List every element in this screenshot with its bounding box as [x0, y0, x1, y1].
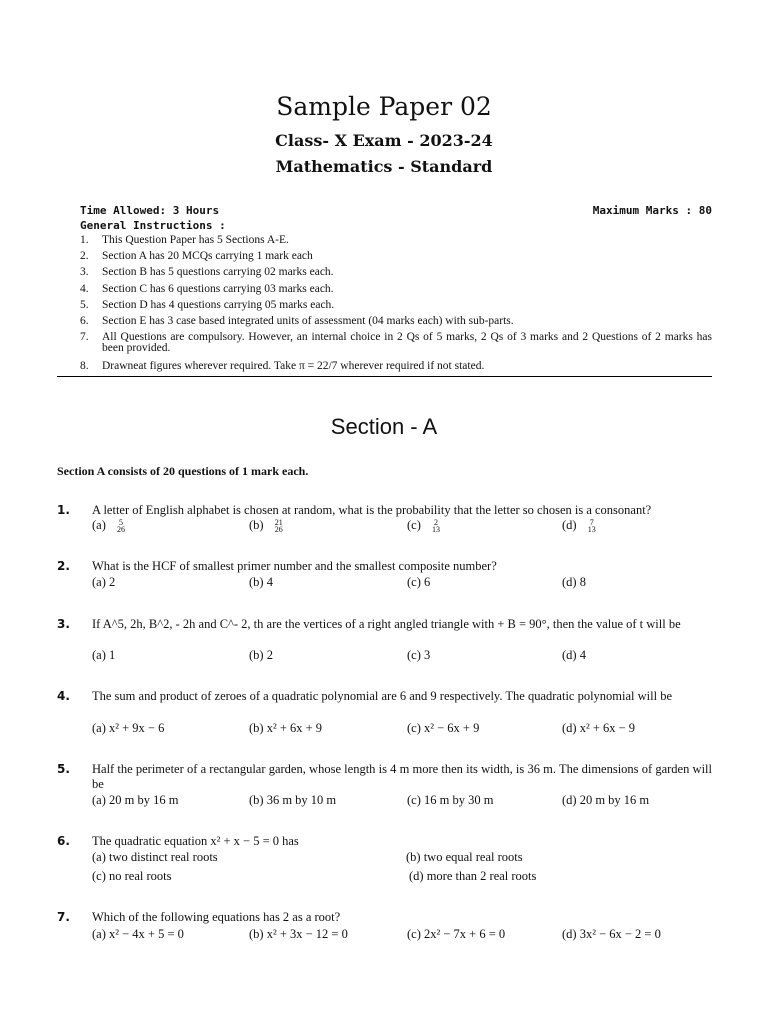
class-exam-line: Class- X Exam - 2023-24 [275, 131, 493, 150]
instruction-number: 2. [80, 250, 89, 262]
option-label: (c) [407, 518, 421, 532]
question-text: Which of the following equations has 2 as a root? [92, 910, 341, 924]
option-c: (c) 3 [407, 648, 431, 662]
option-b: (b) two equal real roots [406, 850, 523, 864]
subject-line: Mathematics - Standard [275, 157, 493, 176]
time-allowed: Time Allowed: 3 Hours [80, 204, 220, 217]
numerator: 2 [434, 518, 438, 528]
instruction-number: 8. [80, 360, 89, 372]
instruction-text: Section D has 4 questions carrying 05 marks each. [102, 299, 335, 311]
denominator: 13 [432, 525, 440, 535]
instruction-text: Drawneat figures wherever required. Take π = 22/7 wherever required if not stated. [102, 360, 485, 372]
fraction [275, 519, 283, 533]
question-text: A letter of English alphabet is chosen at random, what is the probability that the letter so chosen is a consonant? [92, 503, 652, 517]
denominator: 13 [587, 525, 596, 535]
question-text: The sum and product of zeroes of a quadratic polynomial are 6 and 9 respectively. The quadratic polynomial will be [92, 689, 673, 703]
option-a: (a) 2 [92, 575, 116, 589]
option-d: (d) x² + 6x − 9 [562, 721, 636, 735]
instruction-number: 5. [80, 299, 89, 311]
numerator: 5 [119, 518, 123, 528]
option-b: (b) x² + 6x + 9 [249, 721, 323, 735]
option-d [562, 518, 596, 533]
question-number: 3. [57, 617, 70, 631]
option-d: (d) 4 [562, 648, 586, 662]
section-a-heading: Section - A [330, 414, 438, 439]
maximum-marks: Maximum Marks : 80 [592, 204, 712, 217]
instruction-text: Section A has 20 MCQs carrying 1 mark each [102, 250, 313, 262]
numerator: 7 [589, 518, 594, 528]
option-b [249, 518, 283, 533]
instruction-text: This Question Paper has 5 Sections A-E. [102, 234, 289, 246]
instruction-number: 7. [80, 331, 89, 343]
option-d: (d) 8 [562, 575, 586, 589]
option-b: (b) x² + 3x − 12 = 0 [249, 927, 348, 941]
instruction-text: Section B has 5 questions carrying 02 marks each. [102, 266, 334, 278]
instruction-text: All Questions are compulsory. However, an internal choice in 2 Qs of 5 marks, 2 Qs of 3 marks and 2 Questions of 2 marks has been provided. [102, 331, 712, 354]
option-label: (d) [562, 518, 577, 532]
question-number: 2. [57, 559, 70, 573]
option-c: (c) 2x² − 7x + 6 = 0 [407, 927, 506, 941]
option-c: (c) x² − 6x + 9 [407, 721, 480, 735]
fraction [117, 519, 125, 533]
option-a: (a) two distinct real roots [92, 850, 218, 864]
general-instructions-heading: General Instructions : [80, 219, 226, 232]
denominator: 26 [117, 525, 125, 535]
option-label: (a) [92, 518, 106, 532]
option-d: (d) 3x² − 6x − 2 = 0 [562, 927, 661, 941]
question-text: Half the perimeter of a rectangular garden, whose length is 4 m more then its width, is 36 m. The dimensions of garden will be [92, 762, 712, 791]
option-a: (a) 1 [92, 648, 116, 662]
option-b: (b) 4 [249, 575, 273, 589]
option-a: (a) x² + 9x − 6 [92, 721, 165, 735]
instruction-text: Section C has 6 questions carrying 03 marks each. [102, 283, 334, 295]
question-number: 1. [57, 503, 70, 517]
option-d: (d) more than 2 real roots [409, 869, 537, 883]
numerator: 21 [274, 518, 283, 528]
paper-title: Sample Paper 02 [276, 92, 492, 121]
section-divider [57, 376, 712, 377]
fraction [432, 519, 440, 533]
question-number: 4. [57, 689, 70, 703]
instruction-number: 6. [80, 315, 89, 327]
question-text: If A^5, 2h, B^2, - 2h and C^- 2, th are the vertices of a right angled triangle with + B = 90°, then the value of t will be [92, 617, 681, 631]
option-a: (a) x² − 4x + 5 = 0 [92, 927, 184, 941]
option-c: (c) 6 [407, 575, 431, 589]
question-text: The quadratic equation x² + x − 5 = 0 has [92, 834, 299, 848]
question-number: 6. [57, 834, 70, 848]
option-c [407, 518, 440, 533]
denominator: 26 [274, 525, 283, 535]
instruction-number: 4. [80, 283, 89, 295]
option-b: (b) 36 m by 10 m [249, 793, 337, 807]
option-label: (b) [249, 518, 264, 532]
option-a: (a) 20 m by 16 m [92, 793, 179, 807]
option-c: (c) 16 m by 30 m [407, 793, 494, 807]
option-a [92, 518, 125, 533]
instruction-text: Section E has 3 case based integrated units of assessment (04 marks each) with sub-parts. [102, 315, 514, 327]
question-number: 5. [57, 762, 70, 776]
option-b: (b) 2 [249, 648, 273, 662]
option-c: (c) no real roots [92, 869, 172, 883]
option-d: (d) 20 m by 16 m [562, 793, 650, 807]
instruction-number: 3. [80, 266, 89, 278]
question-text: What is the HCF of smallest primer number and the smallest composite number? [92, 559, 497, 573]
fraction [588, 519, 596, 533]
question-number: 7. [57, 910, 70, 924]
instruction-number: 1. [80, 234, 89, 246]
section-a-subheading: Section A consists of 20 questions of 1 mark each. [57, 464, 309, 478]
